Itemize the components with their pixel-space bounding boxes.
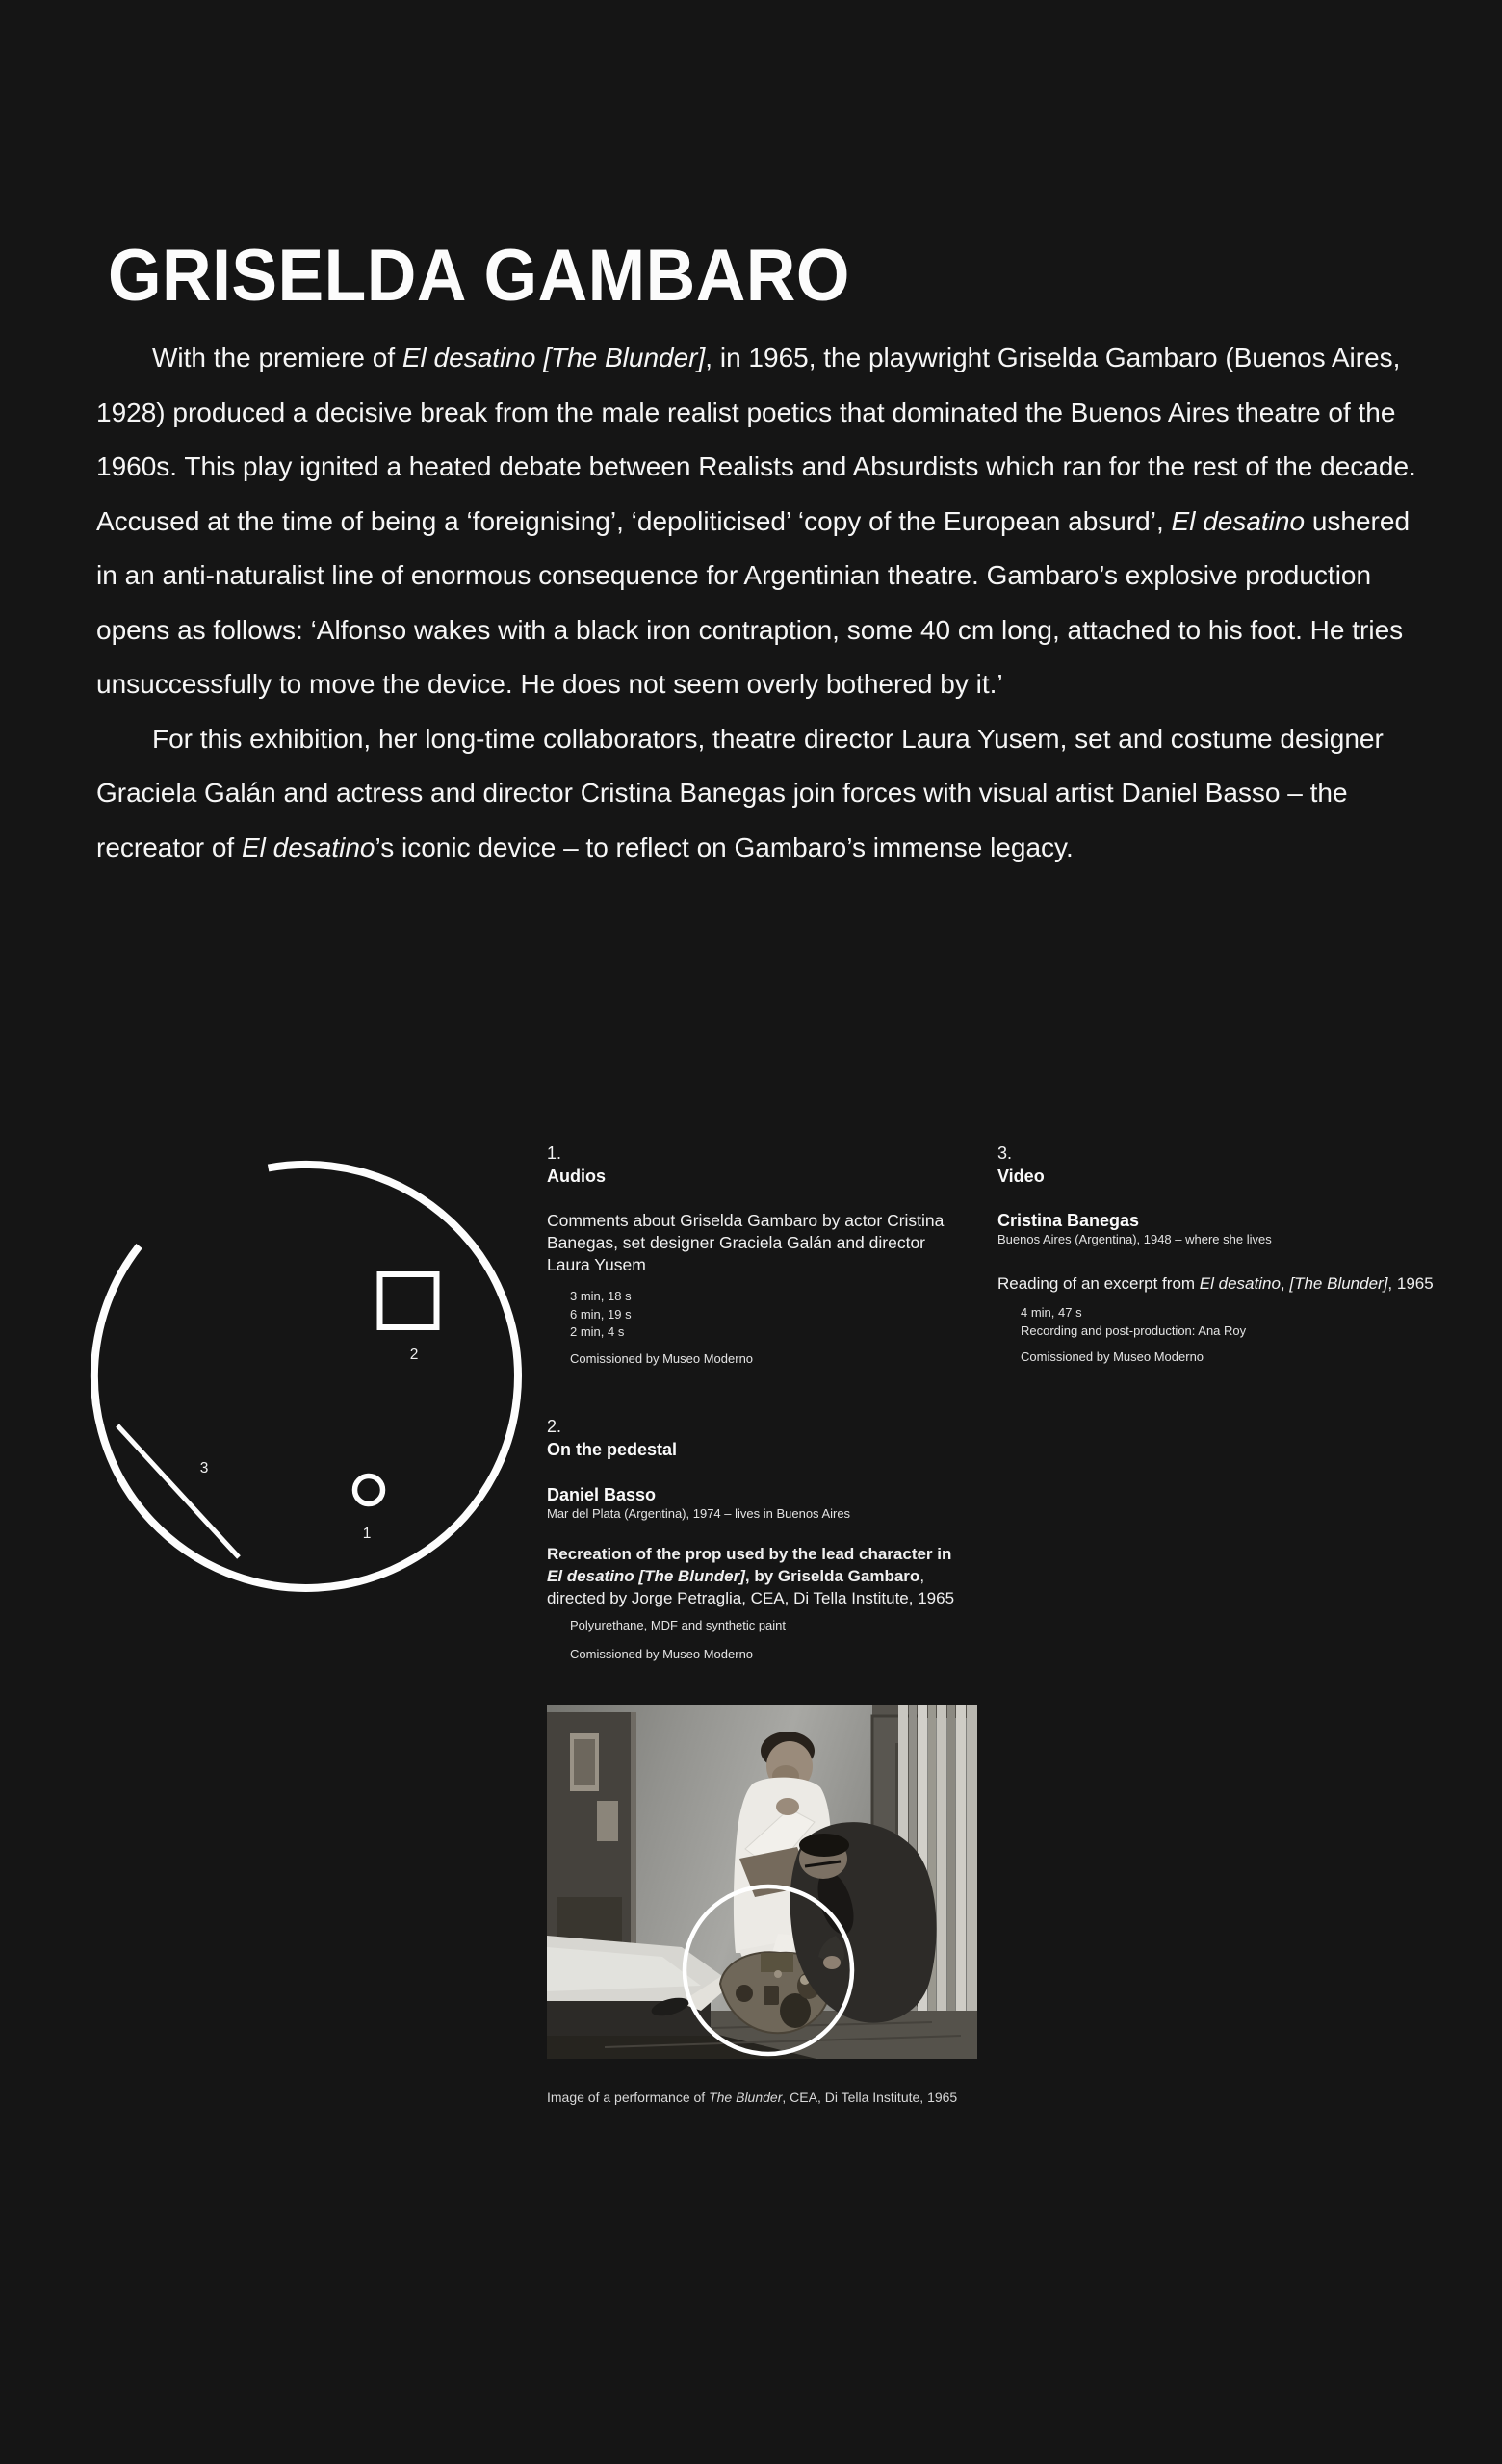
work-text-bold: , by Griselda Gambaro [744, 1567, 920, 1585]
section-number: 3. [997, 1143, 1013, 1163]
section-title: On the pedestal [547, 1440, 678, 1459]
photo-caption [547, 2089, 1336, 2106]
page-title: GRISELDA GAMBARO [108, 234, 850, 317]
intro-paragraph-1 [96, 331, 1437, 712]
artist-bio: Mar del Plata (Argentina), 1974 – lives in Buenos Aires [547, 1506, 851, 1521]
work-title-italic: El desatino [1171, 505, 1306, 536]
artist-name: Cristina Banegas [997, 1211, 1140, 1230]
intro-p2-text: ’s iconic device – to reflect on Gambaro’s immense legacy. [375, 832, 1074, 862]
intro-p1-text: , in 1965, the playwright Griselda Gambaro (Buenos Aires, 1928) produced a decisive break from the male realist poetics that dominated the Buenos Aires theatre of the 1960s. This play ignited a heated debate between Realists and Absurdists which ran for the rest of the decade. Accused at the time of being a ‘foreignising’, ‘depoliticised’ ‘copy of the European absurd’, [96, 343, 1416, 536]
audio-description: Comments about Griselda Gambaro by actor Cristina Banegas, set designer Graciela Galán and director Laura Yusem [547, 1211, 945, 1274]
pedestal-square-marker [380, 1274, 437, 1327]
work-text: , directed by Jorge Petraglia, CEA, Di Tella Institute, 1965 [547, 1567, 955, 1607]
duration-item: 2 min, 4 s [570, 1324, 625, 1339]
video-bench-marker [117, 1425, 239, 1557]
section-video [997, 1142, 1460, 1367]
section-audios [547, 1142, 971, 1368]
intro-paragraph-2 [96, 712, 1437, 876]
artist-bio: Buenos Aires (Argentina), 1948 – where she lives [997, 1232, 1272, 1246]
section-number: 2. [547, 1417, 562, 1436]
section-pedestal [547, 1415, 971, 1663]
audio-point-marker [355, 1476, 383, 1504]
artist-name: Daniel Basso [547, 1485, 657, 1504]
work-text: , 1965 [1387, 1274, 1434, 1293]
video-duration: 4 min, 47 s [1021, 1305, 1082, 1320]
caption-text: , CEA, Di Tella Institute, 1965 [782, 2090, 958, 2105]
intro-p2-text: For this exhibition, her long-time collaborators, theatre director Laura Yusem, set and costume designer Graciela Galán and actress and director Cristina Banegas join forces with visual artist Daniel Basso – the recreator of [96, 723, 1384, 862]
work-title-italic: [The Blunder] [1289, 1274, 1388, 1293]
work-text-bold: Recreation of the prop used by the lead character in [547, 1545, 952, 1563]
production-credit: Recording and post-production: Ana Roy [1021, 1322, 1247, 1338]
work-text: , [1280, 1274, 1290, 1293]
marker-label-1: 1 [362, 1526, 372, 1542]
work-description [547, 1543, 967, 1609]
performance-photo-illustration [547, 1705, 977, 2059]
credit-line: Comissioned by Museo Moderno [1021, 1349, 1204, 1364]
work-title-italic: El desatino [The Blunder] [401, 343, 706, 372]
duration-item: 3 min, 18 s [570, 1289, 632, 1303]
section-number: 1. [547, 1143, 562, 1163]
work-title-italic: El desatino [241, 832, 376, 862]
gallery-circle-wall [94, 1165, 518, 1588]
duration-item: 6 min, 19 s [570, 1306, 632, 1322]
audio-durations [570, 1288, 971, 1342]
section-title: Video [997, 1167, 1045, 1186]
work-title-italic: El desatino [1199, 1274, 1281, 1293]
marker-label-3: 3 [199, 1460, 209, 1476]
floorplan-diagram [77, 1136, 558, 1646]
credit-line: Comissioned by Museo Moderno [570, 1350, 754, 1366]
section-title: Audios [547, 1167, 606, 1186]
intro-p1-text: ushered in an anti-naturalist line of enormous consequence for Argentinian theatre. Gambaro’s explosive production opens as follows: ‘Alfonso wakes with a black iron contraption, some 40 cm long, attached to his foot. He tries unsuccessfully to move the device. He does not seem overly bothered by it.’ [96, 505, 1411, 699]
performance-photo [547, 1705, 977, 2059]
intro-text [96, 331, 1437, 875]
caption-text: Image of a performance of [547, 2090, 710, 2105]
work-title-italic: The Blunder [709, 2090, 783, 2105]
credit-line: Comissioned by Museo Moderno [570, 1646, 754, 1661]
work-description [997, 1272, 1460, 1295]
work-text: Reading of an excerpt from [997, 1274, 1200, 1293]
marker-label-2: 2 [409, 1347, 419, 1363]
work-title-italic: El desatino [The Blunder] [547, 1567, 745, 1585]
materials-line: Polyurethane, MDF and synthetic paint [570, 1618, 787, 1632]
intro-p1-text: With the premiere of [152, 343, 402, 372]
